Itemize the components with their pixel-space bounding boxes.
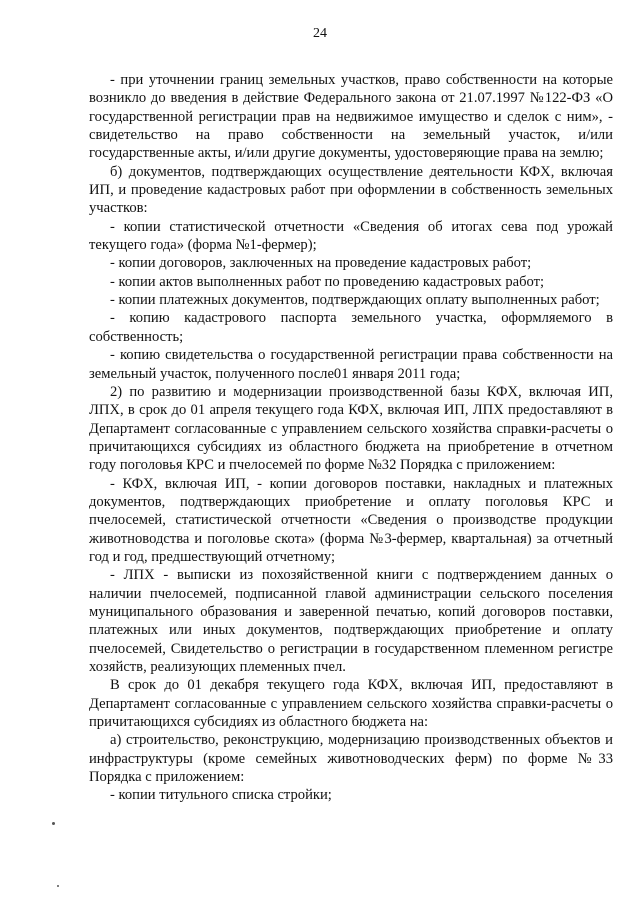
paragraph-land-boundaries: - при уточнении границ земельных участков, право собственности на которые возникло до введения в действие Федерального закона от 21.07.1997 №122-ФЗ «О государственной регистрации прав на недвижимое имущество и сделок с ним», - свидетельство на право собственности на земельный участок, и/или государственные акты, и/или другие документы, удостоверяющие права на землю; <box>89 72 613 162</box>
document-body <box>89 71 613 805</box>
paragraph-b-kfh-documents: б) документов, подтверждающих осуществление деятельности КФХ, включая ИП, и проведение кадастровых работ при оформлении в собственность земельных участков: <box>89 163 613 217</box>
scan-speck <box>52 822 55 825</box>
list-item-cadastral-passport: - копию кадастрового паспорта земельного участка, оформляемого в собственность; <box>89 310 613 345</box>
list-item-completed-work-acts: - копии актов выполненных работ по проведению кадастровых работ; <box>110 273 545 290</box>
list-item-registration-certificate: - копию свидетельства о государственной регистрации права собственности на земельный участок, полученного после01 января 2011 года; <box>89 347 613 382</box>
list-item-statistical-report: - копии статистической отчетности «Сведения об итогах сева под урожай текущего года» (форма №1-фермер); <box>89 218 613 254</box>
page-number: 24 <box>313 26 327 41</box>
scan-speck <box>57 885 59 887</box>
list-item-title-list: - копии титульного списка стройки; <box>110 787 332 804</box>
list-item-kfh-documents: - КФХ, включая ИП, - копии договоров поставки, накладных и платежных документов, подтверждающих приобретение и оплату поголовья КРС и пчелосемей, статистической отчетности «Сведения о производстве продукции животноводства и поголовье скота» (форма №3-фермер, квартальная) за отчетный год и год, предшествующий отчетному; <box>89 475 613 565</box>
list-item-lph-extracts: - ЛПХ - выписки из похозяйственной книги с подтверждением данных о наличии пчелосемей, подписанной главой администрации сельского поселения муниципального образования и заверенной печатью, копий договоров поставки, платежных или иных документов, подтверждающих приобретение и оплату пчелосемей, Свидетельство о регистрации в государственном племенном регистре хозяйств, реализующих племенных пчел. <box>89 567 613 675</box>
paragraph-2-production-base: 2) по развитию и модернизации производственной базы КФХ, включая ИП, ЛПХ, в срок до 01 апреля текущего года КФХ, включая ИП, ЛПХ предоставляют в Департамент согласованные с управлением сельского хозяйства справки-расчеты о причитающихся субсидиях из областного бюджета на приобретение в отчетном году поголовья КРС и пчелосемей по форме №32 Порядка с приложением: <box>89 383 613 474</box>
paragraph-a-construction: а) строительство, реконструкцию, модернизацию производственных объектов и инфраструктуры (кроме семейных животноводческих ферм) по форме №33 Порядка с приложением: <box>89 732 613 786</box>
list-item-cadastral-contracts: - копии договоров, заключенных на проведение кадастровых работ; <box>110 255 532 272</box>
paragraph-december-deadline: В срок до 01 декабря текущего года КФХ, включая ИП, предоставляют в Департамент согласованные с управлением сельского хозяйства справки-расчеты о причитающихся субсидиях из областного бюджета на: <box>89 677 613 731</box>
list-item-payment-documents: - копии платежных документов, подтверждающих оплату выполненных работ; <box>110 292 600 309</box>
